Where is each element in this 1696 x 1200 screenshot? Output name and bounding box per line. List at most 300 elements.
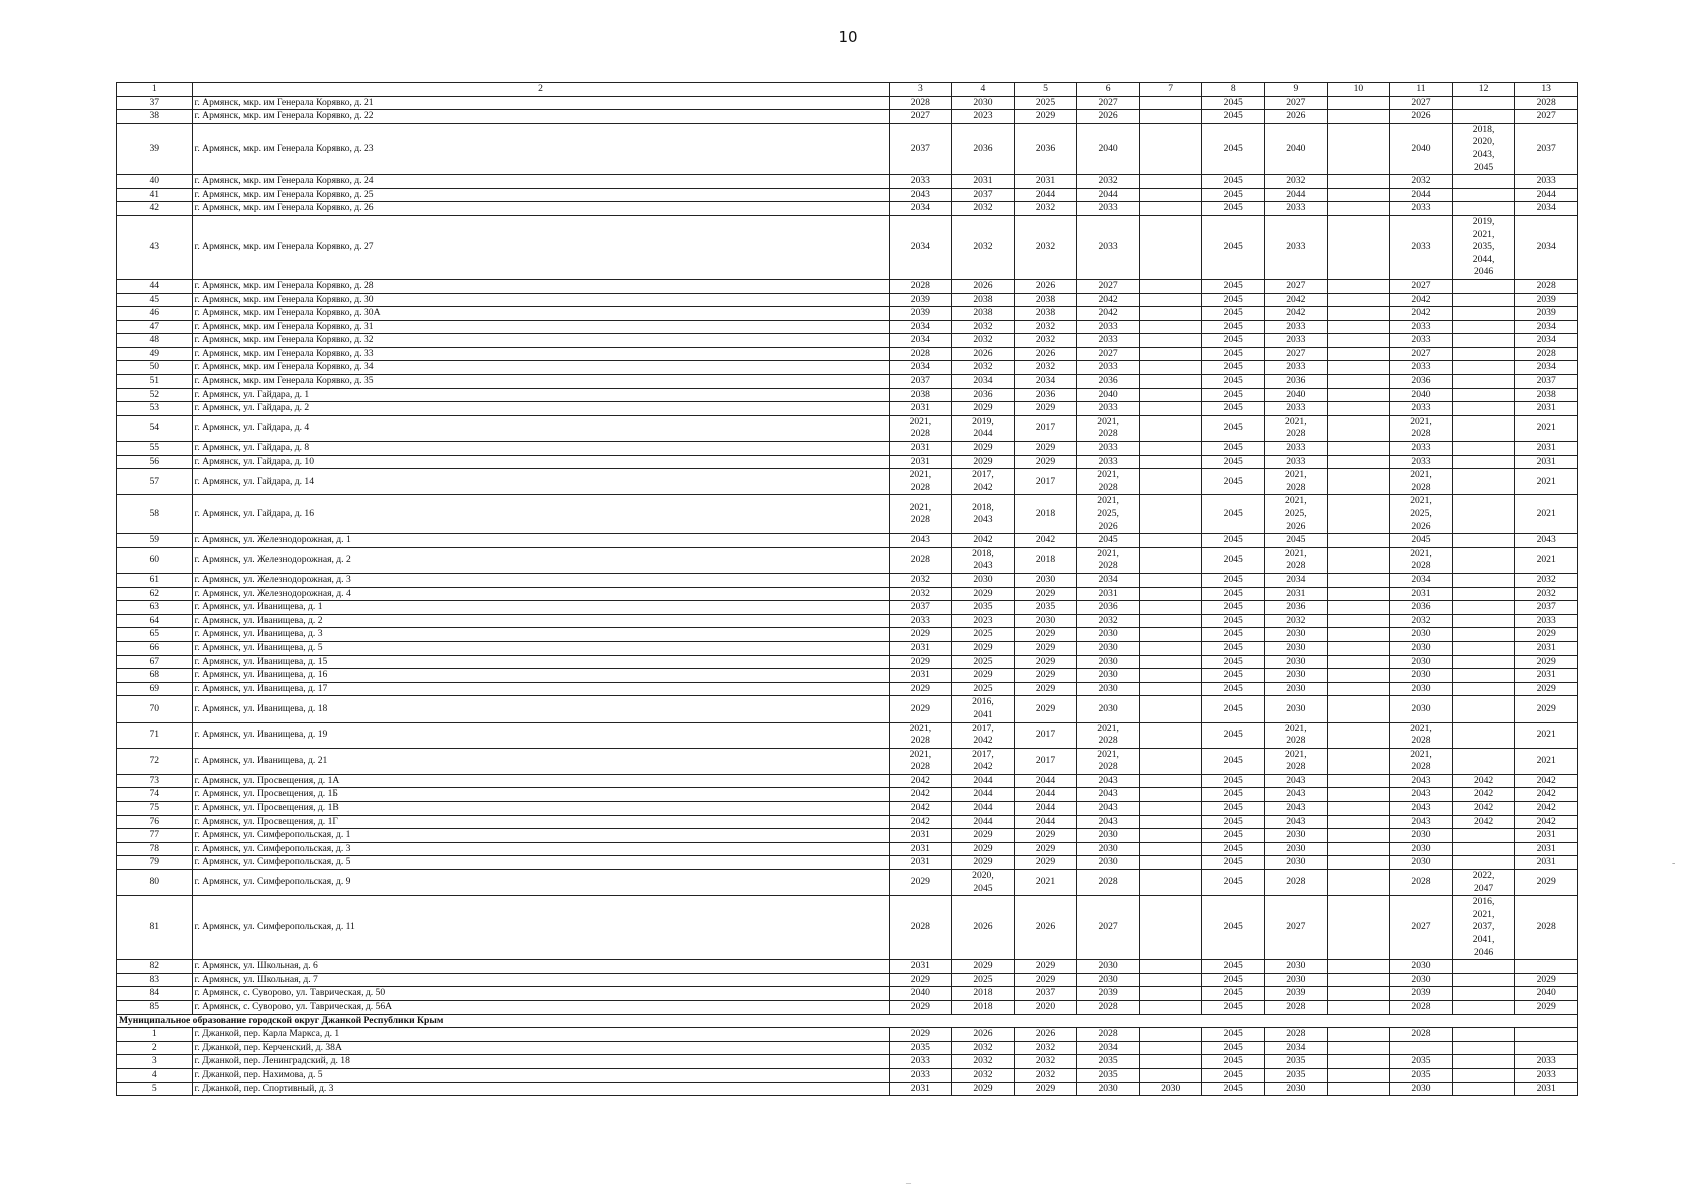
year-cell: 2019, 2044	[952, 415, 1015, 441]
address-cell: г. Армянск, мкр. им Генерала Корявко, д. 26	[192, 202, 889, 216]
year-cell: 2036	[952, 388, 1015, 402]
year-cell: 2045	[1202, 1055, 1265, 1069]
year-cell: 2027	[1077, 96, 1140, 110]
year-cell: 2019, 2021, 2035, 2044, 2046	[1452, 215, 1515, 279]
year-cell: 2030	[952, 96, 1015, 110]
year-cell	[1327, 110, 1390, 124]
year-cell	[1139, 573, 1202, 587]
year-cell: 2043	[1077, 774, 1140, 788]
year-cell: 2045	[1202, 973, 1265, 987]
year-cell: 2030	[1014, 573, 1077, 587]
year-cell	[1139, 334, 1202, 348]
year-cell	[1139, 495, 1202, 534]
row-number: 41	[117, 188, 193, 202]
row-number: 38	[117, 110, 193, 124]
year-cell	[1139, 534, 1202, 548]
row-number: 63	[117, 601, 193, 615]
year-cell: 2038	[1515, 388, 1578, 402]
year-cell: 2032	[1265, 614, 1328, 628]
table-row	[117, 320, 1578, 334]
year-cell: 2030	[952, 573, 1015, 587]
table-row	[117, 748, 1578, 774]
year-cell: 2028	[1515, 896, 1578, 960]
year-cell: 2042	[889, 815, 952, 829]
table-row	[117, 110, 1578, 124]
row-number: 2	[117, 1041, 193, 1055]
year-cell	[1327, 547, 1390, 573]
address-cell: г. Армянск, мкр. им Генерала Корявко, д. 30А	[192, 307, 889, 321]
year-cell: 2042	[1515, 788, 1578, 802]
year-cell: 2036	[1077, 375, 1140, 389]
year-cell: 2033	[1077, 320, 1140, 334]
year-cell: 2028	[889, 896, 952, 960]
year-cell: 2018, 2043	[952, 495, 1015, 534]
year-cell	[1139, 469, 1202, 495]
year-cell	[1139, 547, 1202, 573]
year-cell	[1452, 829, 1515, 843]
year-cell	[1139, 415, 1202, 441]
year-cell: 2029	[1515, 973, 1578, 987]
year-cell: 2045	[1077, 534, 1140, 548]
year-cell: 2031	[889, 442, 952, 456]
year-cell: 2039	[1515, 307, 1578, 321]
year-cell: 2045	[1202, 587, 1265, 601]
year-cell: 2039	[1515, 293, 1578, 307]
year-cell	[1327, 455, 1390, 469]
year-cell	[1327, 279, 1390, 293]
table-body	[117, 96, 1578, 1096]
year-cell: 2030	[1077, 856, 1140, 870]
year-cell	[1327, 614, 1390, 628]
table-row	[117, 469, 1578, 495]
year-cell: 2029	[952, 829, 1015, 843]
year-cell	[1452, 442, 1515, 456]
year-cell: 2043	[1265, 774, 1328, 788]
year-cell: 2042	[1452, 815, 1515, 829]
year-cell: 2018	[1014, 495, 1077, 534]
year-cell: 2033	[1077, 202, 1140, 216]
year-cell	[1452, 388, 1515, 402]
year-cell: 2033	[1077, 361, 1140, 375]
year-cell	[1327, 320, 1390, 334]
year-cell: 2032	[1014, 1068, 1077, 1082]
year-cell: 2045	[1202, 347, 1265, 361]
year-cell: 2028	[889, 279, 952, 293]
table-row	[117, 175, 1578, 189]
year-cell: 2021	[1515, 495, 1578, 534]
year-cell: 2033	[1390, 202, 1453, 216]
year-cell	[1139, 856, 1202, 870]
year-cell	[1139, 188, 1202, 202]
year-cell: 2021	[1515, 722, 1578, 748]
year-cell: 2025	[952, 973, 1015, 987]
year-cell: 2032	[1515, 573, 1578, 587]
row-number: 54	[117, 415, 193, 441]
year-cell	[1327, 788, 1390, 802]
year-cell: 2030	[1077, 655, 1140, 669]
year-cell: 2029	[952, 960, 1015, 974]
year-cell: 2025	[1014, 96, 1077, 110]
address-cell: г. Армянск, ул. Просвещения, д. 1Г	[192, 815, 889, 829]
year-cell: 2045	[1202, 534, 1265, 548]
year-cell: 2040	[889, 987, 952, 1001]
year-cell	[1139, 669, 1202, 683]
year-cell	[1327, 534, 1390, 548]
year-cell: 2045	[1202, 455, 1265, 469]
year-cell: 2044	[952, 802, 1015, 816]
year-cell: 2029	[1014, 587, 1077, 601]
year-cell: 2029	[1515, 696, 1578, 722]
year-cell: 2026	[1390, 110, 1453, 124]
year-cell: 2034	[1515, 334, 1578, 348]
table-row	[117, 1000, 1578, 1014]
year-cell	[1452, 415, 1515, 441]
year-cell: 2042	[1014, 534, 1077, 548]
year-cell: 2029	[1014, 641, 1077, 655]
year-cell: 2042	[1515, 802, 1578, 816]
year-cell: 2032	[1390, 614, 1453, 628]
column-header: 13	[1515, 83, 1578, 97]
year-cell: 2030	[1390, 973, 1453, 987]
year-cell: 2030	[1390, 641, 1453, 655]
year-cell	[1327, 402, 1390, 416]
year-cell: 2043	[1077, 788, 1140, 802]
year-cell	[1139, 402, 1202, 416]
year-cell	[1452, 696, 1515, 722]
year-cell	[1452, 455, 1515, 469]
address-cell: г. Армянск, ул. Просвещения, д. 1А	[192, 774, 889, 788]
year-cell	[1139, 202, 1202, 216]
year-cell	[1139, 748, 1202, 774]
year-cell: 2021, 2028	[1265, 469, 1328, 495]
year-cell: 2026	[1077, 110, 1140, 124]
column-header: 7	[1139, 83, 1202, 97]
year-cell: 2021	[1515, 547, 1578, 573]
year-cell: 2030	[1077, 641, 1140, 655]
table-row	[117, 829, 1578, 843]
year-cell: 2030	[1265, 682, 1328, 696]
year-cell: 2034	[1077, 1041, 1140, 1055]
year-cell: 2045	[1202, 320, 1265, 334]
row-number: 52	[117, 388, 193, 402]
year-cell: 2042	[952, 534, 1015, 548]
year-cell	[1452, 628, 1515, 642]
year-cell: 2028	[1265, 1000, 1328, 1014]
year-cell: 2029	[1515, 655, 1578, 669]
address-cell: г. Армянск, мкр. им Генерала Корявко, д. 34	[192, 361, 889, 375]
year-cell	[1327, 856, 1390, 870]
column-header: 8	[1202, 83, 1265, 97]
year-cell: 2039	[889, 307, 952, 321]
year-cell: 2029	[1014, 842, 1077, 856]
year-cell: 2027	[1390, 96, 1453, 110]
year-cell: 2032	[952, 361, 1015, 375]
year-cell	[1327, 1055, 1390, 1069]
year-cell	[1452, 1082, 1515, 1096]
year-cell	[1327, 96, 1390, 110]
year-cell: 2033	[1265, 334, 1328, 348]
year-cell: 2045	[1202, 573, 1265, 587]
year-cell: 2017	[1014, 415, 1077, 441]
year-cell: 2017	[1014, 722, 1077, 748]
year-cell: 2029	[952, 842, 1015, 856]
year-cell: 2030	[1390, 842, 1453, 856]
year-cell: 2030	[1265, 856, 1328, 870]
year-cell: 2031	[1515, 641, 1578, 655]
year-cell: 2028	[1077, 1028, 1140, 1042]
row-number: 55	[117, 442, 193, 456]
year-cell: 2045	[1202, 110, 1265, 124]
year-cell: 2021, 2028	[1390, 469, 1453, 495]
row-number: 56	[117, 455, 193, 469]
year-cell: 2020	[1014, 1000, 1077, 1014]
address-cell: г. Армянск, ул. Гайдара, д. 8	[192, 442, 889, 456]
year-cell	[1452, 202, 1515, 216]
year-cell: 2029	[1014, 442, 1077, 456]
year-cell: 2045	[1202, 987, 1265, 1001]
table-row	[117, 123, 1578, 174]
year-cell: 2033	[889, 1055, 952, 1069]
year-cell: 2021, 2028	[1390, 722, 1453, 748]
year-cell: 2032	[952, 1055, 1015, 1069]
year-cell: 2045	[1202, 495, 1265, 534]
column-header: 2	[192, 83, 889, 97]
year-cell	[1515, 1028, 1578, 1042]
year-cell	[1452, 842, 1515, 856]
row-number: 70	[117, 696, 193, 722]
year-cell: 2033	[1077, 215, 1140, 279]
row-number: 83	[117, 973, 193, 987]
year-cell: 2035	[1265, 1068, 1328, 1082]
year-cell: 2044	[1515, 188, 1578, 202]
year-cell: 2034	[889, 334, 952, 348]
row-number: 39	[117, 123, 193, 174]
page-number: 10	[838, 28, 858, 46]
year-cell: 2042	[1077, 307, 1140, 321]
year-cell: 2040	[1265, 388, 1328, 402]
year-cell: 2029	[1014, 696, 1077, 722]
year-cell	[1139, 279, 1202, 293]
year-cell: 2029	[889, 628, 952, 642]
year-cell: 2030	[1265, 842, 1328, 856]
table-row	[117, 1055, 1578, 1069]
year-cell: 2029	[952, 1082, 1015, 1096]
year-cell: 2036	[1265, 375, 1328, 389]
year-cell: 2032	[1014, 1041, 1077, 1055]
table-row	[117, 696, 1578, 722]
table-row	[117, 215, 1578, 279]
year-cell: 2018	[1014, 547, 1077, 573]
row-number: 81	[117, 896, 193, 960]
year-cell: 2028	[1515, 96, 1578, 110]
year-cell: 2045	[1202, 815, 1265, 829]
column-header: 3	[889, 83, 952, 97]
year-cell	[1139, 896, 1202, 960]
year-cell	[1452, 1028, 1515, 1042]
year-cell: 2030	[1077, 628, 1140, 642]
year-cell: 2030	[1265, 829, 1328, 843]
year-cell: 2034	[889, 361, 952, 375]
year-cell: 2032	[1014, 320, 1077, 334]
table-row	[117, 279, 1578, 293]
year-cell: 2043	[889, 534, 952, 548]
address-cell: г. Армянск, ул. Симферопольская, д. 11	[192, 896, 889, 960]
year-cell: 2028	[1390, 1028, 1453, 1042]
table-row	[117, 896, 1578, 960]
year-cell	[1139, 587, 1202, 601]
year-cell: 2029	[1014, 1082, 1077, 1096]
year-cell: 2032	[952, 1041, 1015, 1055]
year-cell	[1139, 829, 1202, 843]
year-cell: 2021, 2028	[889, 415, 952, 441]
year-cell: 2044	[952, 774, 1015, 788]
year-cell: 2045	[1202, 469, 1265, 495]
year-cell: 2021, 2028	[889, 469, 952, 495]
address-cell: г. Армянск, мкр. им Генерала Корявко, д. 30	[192, 293, 889, 307]
year-cell: 2045	[1202, 870, 1265, 896]
year-cell: 2045	[1202, 307, 1265, 321]
year-cell: 2045	[1202, 628, 1265, 642]
year-cell	[1139, 1028, 1202, 1042]
table-row	[117, 347, 1578, 361]
year-cell	[1452, 987, 1515, 1001]
column-header: 4	[952, 83, 1015, 97]
column-header: 12	[1452, 83, 1515, 97]
year-cell: 2026	[1014, 896, 1077, 960]
table-row	[117, 641, 1578, 655]
column-header: 1	[117, 83, 193, 97]
year-cell	[1327, 960, 1390, 974]
year-cell	[1327, 601, 1390, 615]
year-cell: 2040	[1390, 388, 1453, 402]
year-cell: 2029	[1014, 455, 1077, 469]
year-cell: 2032	[1515, 587, 1578, 601]
year-cell: 2036	[1265, 601, 1328, 615]
table-row	[117, 1028, 1578, 1042]
year-cell: 2044	[952, 815, 1015, 829]
year-cell: 2045	[1202, 547, 1265, 573]
year-cell	[1452, 347, 1515, 361]
address-cell: г. Джанкой, пер. Нахимова, д. 5	[192, 1068, 889, 1082]
year-cell: 2045	[1202, 215, 1265, 279]
table-row	[117, 361, 1578, 375]
year-cell: 2029	[889, 870, 952, 896]
year-cell	[1139, 455, 1202, 469]
year-cell: 2045	[1202, 682, 1265, 696]
year-cell: 2029	[1014, 655, 1077, 669]
year-cell: 2033	[1077, 334, 1140, 348]
year-cell: 2034	[1265, 573, 1328, 587]
row-number: 5	[117, 1082, 193, 1096]
address-cell: г. Армянск, ул. Гайдара, д. 1	[192, 388, 889, 402]
year-cell: 2029	[889, 655, 952, 669]
year-cell: 2044	[1014, 802, 1077, 816]
table-row	[117, 960, 1578, 974]
table-row	[117, 682, 1578, 696]
year-cell: 2045	[1202, 279, 1265, 293]
year-cell	[1327, 870, 1390, 896]
row-number: 76	[117, 815, 193, 829]
year-cell: 2030	[1014, 614, 1077, 628]
year-cell: 2038	[952, 307, 1015, 321]
year-cell: 2028	[1265, 870, 1328, 896]
year-cell: 2031	[1515, 829, 1578, 843]
year-cell	[1139, 601, 1202, 615]
year-cell	[1139, 361, 1202, 375]
year-cell: 2036	[1014, 123, 1077, 174]
row-number: 43	[117, 215, 193, 279]
year-cell: 2033	[1077, 455, 1140, 469]
year-cell: 2021, 2025, 2026	[1265, 495, 1328, 534]
year-cell	[1327, 215, 1390, 279]
table-row	[117, 669, 1578, 683]
year-cell: 2031	[889, 1082, 952, 1096]
row-number: 77	[117, 829, 193, 843]
year-cell: 2042	[1452, 788, 1515, 802]
year-cell: 2034	[1014, 375, 1077, 389]
year-cell: 2033	[889, 614, 952, 628]
year-cell: 2031	[1390, 587, 1453, 601]
year-cell: 2042	[889, 802, 952, 816]
table-row	[117, 547, 1578, 573]
year-cell: 2028	[1515, 347, 1578, 361]
year-cell: 2021, 2028	[1077, 469, 1140, 495]
year-cell	[1452, 682, 1515, 696]
year-cell	[1452, 973, 1515, 987]
year-cell: 2021, 2028	[1077, 722, 1140, 748]
address-cell: г. Армянск, ул. Железнодорожная, д. 4	[192, 587, 889, 601]
year-cell	[1139, 696, 1202, 722]
year-cell: 2032	[952, 202, 1015, 216]
address-cell: г. Армянск, ул. Иванищева, д. 2	[192, 614, 889, 628]
year-cell	[1452, 188, 1515, 202]
year-cell	[1452, 1000, 1515, 1014]
year-cell	[1327, 655, 1390, 669]
year-cell	[1327, 415, 1390, 441]
table-row	[117, 1041, 1578, 1055]
year-cell: 2029	[1014, 110, 1077, 124]
year-cell: 2021, 2028	[1265, 547, 1328, 573]
year-cell: 2033	[1515, 1068, 1578, 1082]
year-cell: 2044	[952, 788, 1015, 802]
year-cell	[1327, 696, 1390, 722]
year-cell: 2045	[1202, 1041, 1265, 1055]
year-cell: 2030	[1077, 960, 1140, 974]
year-cell: 2045	[1202, 788, 1265, 802]
year-cell: 2030	[1390, 696, 1453, 722]
year-cell: 2017	[1014, 748, 1077, 774]
year-cell: 2042	[1515, 774, 1578, 788]
year-cell: 2033	[1265, 402, 1328, 416]
year-cell	[1327, 973, 1390, 987]
year-cell: 2033	[1265, 361, 1328, 375]
year-cell: 2045	[1202, 442, 1265, 456]
address-cell: г. Армянск, ул. Иванищева, д. 1	[192, 601, 889, 615]
year-cell	[1327, 896, 1390, 960]
address-cell: г. Армянск, мкр. им Генерала Корявко, д. 25	[192, 188, 889, 202]
table-row	[117, 495, 1578, 534]
year-cell	[1139, 815, 1202, 829]
year-cell	[1139, 1041, 1202, 1055]
year-cell: 2035	[1077, 1055, 1140, 1069]
year-cell: 2026	[952, 896, 1015, 960]
year-cell: 2034	[1265, 1041, 1328, 1055]
year-cell: 2017	[1014, 469, 1077, 495]
table-row	[117, 375, 1578, 389]
year-cell	[1139, 442, 1202, 456]
year-cell: 2029	[1014, 829, 1077, 843]
year-cell: 2042	[1452, 802, 1515, 816]
